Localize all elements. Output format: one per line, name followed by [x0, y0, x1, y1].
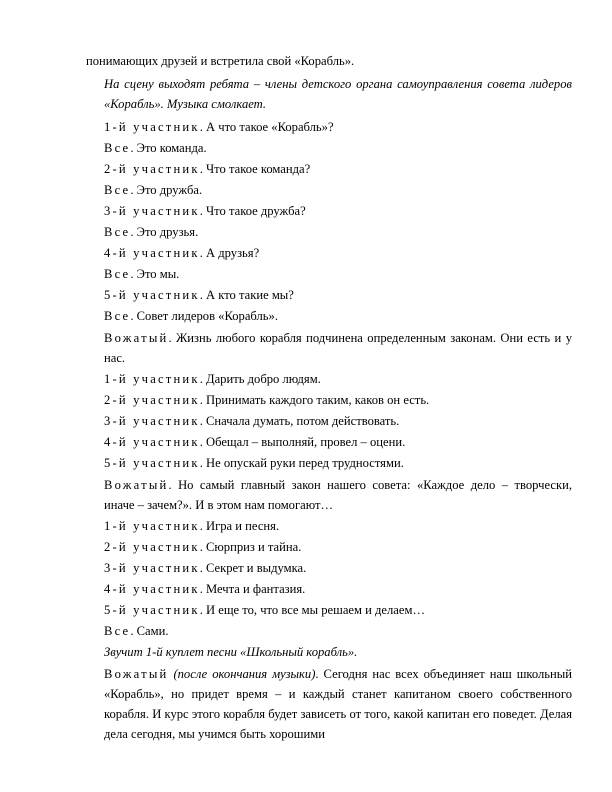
line-text: . Это команда.: [130, 141, 207, 155]
speaker-name: 2-й участник: [104, 540, 200, 554]
dialogue-paragraph: [86, 664, 572, 744]
dialogue-line: [86, 558, 572, 579]
dialogue-line: [86, 369, 572, 390]
line-text: . Сами.: [130, 624, 169, 638]
speaker-name: 1-й участник: [104, 372, 200, 386]
speaker-name: 3-й участник: [104, 561, 200, 575]
speaker-name: 4-й участник: [104, 582, 200, 596]
line-text: . Дарить добро людям.: [199, 372, 321, 386]
speaker-name: Все: [104, 141, 131, 155]
dialogue-line: [86, 180, 572, 201]
dialogue-line: [86, 306, 572, 327]
document-page: [86, 51, 572, 744]
line-text: . Жизнь любого корабля подчинена определенным законам. Они есть и у нас.: [104, 331, 572, 365]
line-text: понимающих друзей и встретила свой «Корабль».: [86, 54, 355, 68]
line-text: . Что такое команда?: [199, 162, 311, 176]
stage-text: Звучит 1-й куплет песни «Школьный корабль».: [104, 645, 358, 659]
dialogue-line: [86, 117, 572, 138]
speaker-name: Вожатый: [104, 667, 169, 681]
line-text: . Совет лидеров «Корабль».: [130, 309, 278, 323]
speaker-name: Вожатый: [104, 478, 169, 492]
dialogue-line: [86, 537, 572, 558]
line-text: . Мечта и фантазия.: [199, 582, 306, 596]
line-text: . Сюрприз и тайна.: [199, 540, 302, 554]
line-text: . Что такое дружба?: [199, 204, 306, 218]
speaker-name: 4-й участник: [104, 435, 200, 449]
line-text: . А кто такие мы?: [199, 288, 294, 302]
speaker-name: Все: [104, 267, 131, 281]
speaker-name: Вожатый: [104, 331, 169, 345]
line-text: . Не опускай руки перед трудностями.: [199, 456, 404, 470]
line-text: . А что такое «Корабль»?: [199, 120, 334, 134]
line-text: . Игра и песня.: [199, 519, 280, 533]
speaker-name: 2-й участник: [104, 393, 200, 407]
speaker-name: 5-й участник: [104, 456, 200, 470]
speaker-name: 1-й участник: [104, 519, 200, 533]
line-text: . Сначала думать, потом действовать.: [199, 414, 400, 428]
speaker-name: 4-й участник: [104, 246, 200, 260]
dialogue-line: [86, 138, 572, 159]
speaker-name: Все: [104, 624, 131, 638]
speaker-name: Все: [104, 183, 131, 197]
dialogue-line: [86, 390, 572, 411]
speaker-name: 2-й участник: [104, 162, 200, 176]
dialogue-line: [86, 600, 572, 621]
dialogue-paragraph: [86, 328, 572, 368]
dialogue-line: [86, 201, 572, 222]
dialogue-line: [86, 264, 572, 285]
stage-text: На сцену выходят ребята – члены детского органа самоуправления совета лидеров «Корабль». Музыка смолкает.: [104, 77, 572, 111]
speaker-name: Все: [104, 225, 131, 239]
stage-direction: [86, 74, 572, 114]
dialogue-line: [86, 222, 572, 243]
stage-direction: [86, 642, 572, 663]
dialogue-paragraph: [86, 475, 572, 515]
dialogue-line: [86, 432, 572, 453]
line-text: . Это мы.: [130, 267, 180, 281]
stage-note: (после окончания музыки): [173, 667, 316, 681]
line-text: . Сегодня нас всех объединяет наш школьный «Корабль», но придет время – и каждый станет капитаном своего собственного корабля. И курс этого корабля будет зависеть от того, какой капитан его поведет. Делая дела сегодня, мы учимся быть хорошими: [104, 667, 572, 741]
dialogue-line: [86, 159, 572, 180]
speaker-name: 5-й участник: [104, 288, 200, 302]
dialogue-line: [86, 516, 572, 537]
line-text: . Секрет и выдумка.: [199, 561, 307, 575]
dialogue-line: [86, 285, 572, 306]
dialogue-line: [86, 453, 572, 474]
speaker-name: 3-й участник: [104, 414, 200, 428]
speaker-name: Все: [104, 309, 131, 323]
dialogue-line: [86, 411, 572, 432]
text-line: [86, 51, 572, 72]
line-text: . Обещал – выполняй, провел – оцени.: [199, 435, 406, 449]
speaker-name: 5-й участник: [104, 603, 200, 617]
line-text: . Это друзья.: [130, 225, 199, 239]
line-text: . И еще то, что все мы решаем и делаем…: [199, 603, 426, 617]
dialogue-line: [86, 579, 572, 600]
speaker-name: 1-й участник: [104, 120, 200, 134]
line-text: . А друзья?: [199, 246, 260, 260]
speaker-name: 3-й участник: [104, 204, 200, 218]
line-text: . Принимать каждого таким, каков он есть.: [199, 393, 430, 407]
line-text: . Это дружба.: [130, 183, 203, 197]
dialogue-line: [86, 621, 572, 642]
dialogue-line: [86, 243, 572, 264]
line-text: . Но самый главный закон нашего совета: «Каждое дело – творчески, иначе – зачем?». И в этом нам помогают…: [104, 478, 572, 512]
